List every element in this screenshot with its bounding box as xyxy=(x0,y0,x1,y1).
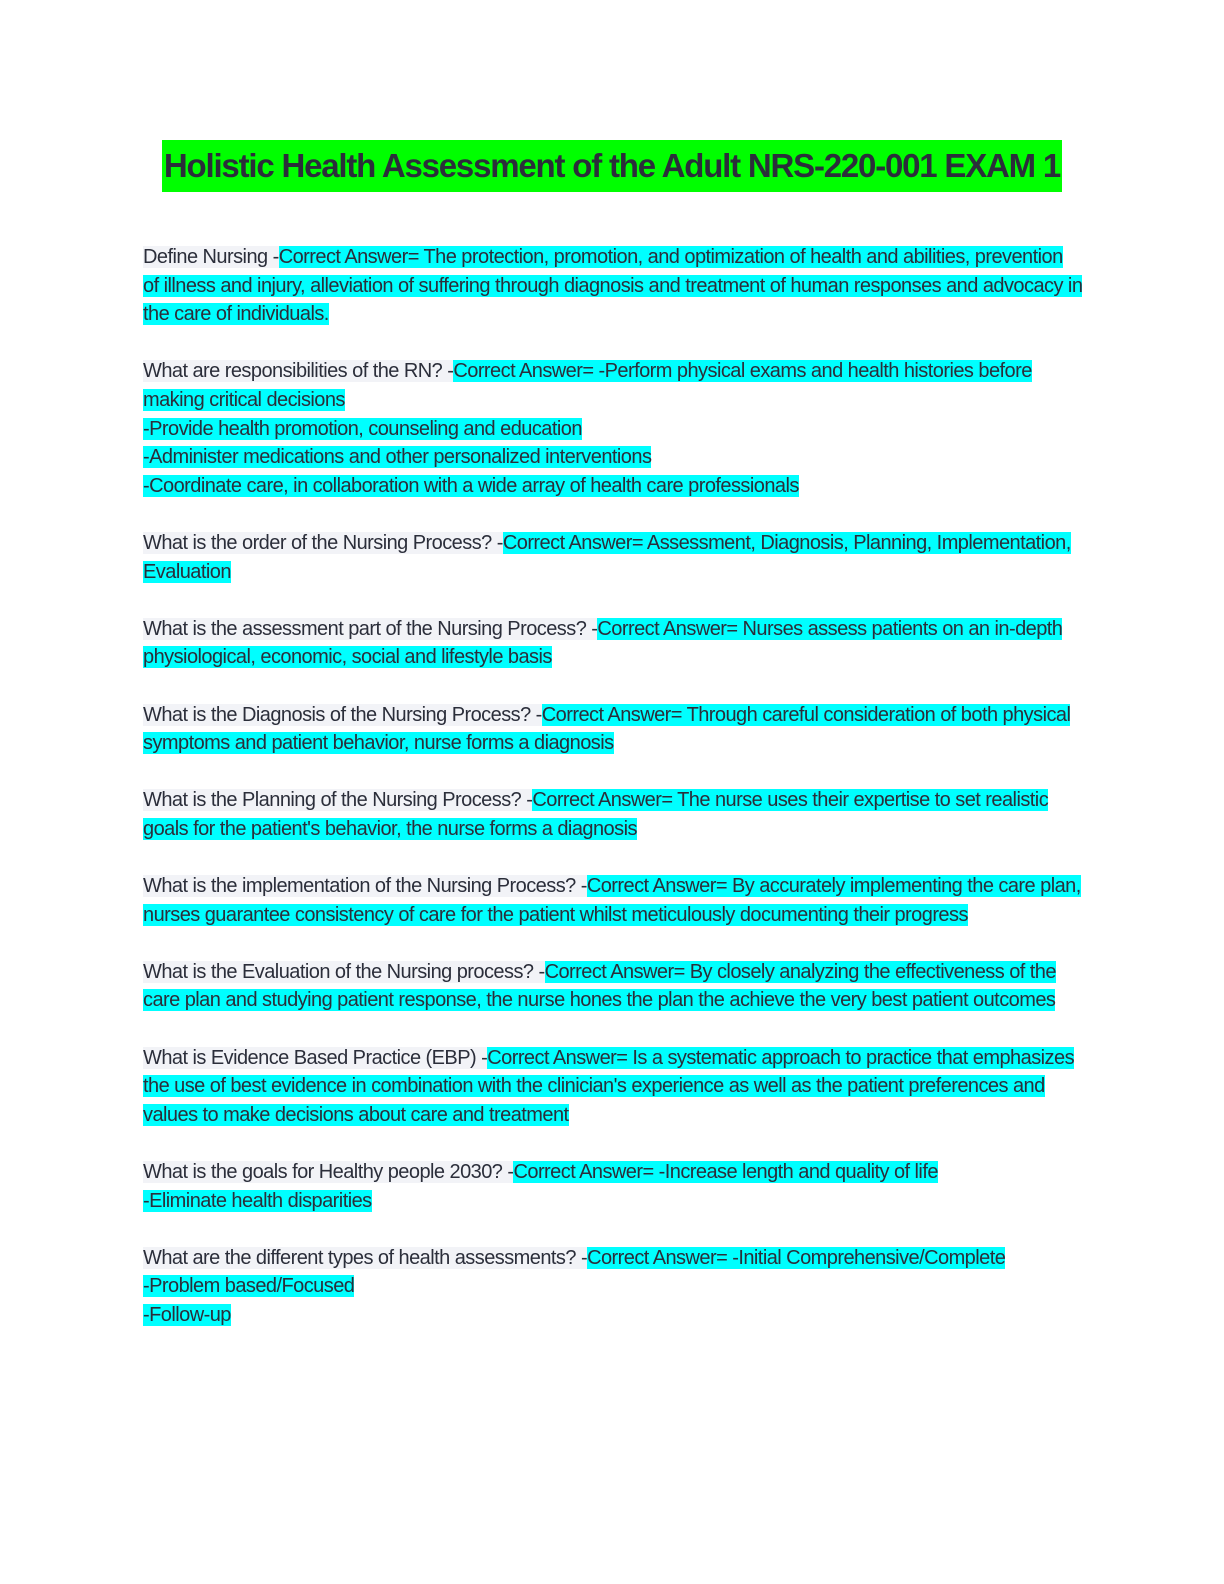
answer-text: Correct Answer= -Increase length and quality of life xyxy=(513,1161,938,1183)
qa-item xyxy=(143,1244,1083,1330)
answer-line xyxy=(143,472,1083,501)
answer-text: Correct Answer= -Initial Comprehensive/Complete xyxy=(587,1246,1006,1269)
answer-text: Correct Answer= By closely analyzing the effectiveness of the care plan and studying patient response, the nurse hones the plan the achieve the very best patient outcomes xyxy=(143,960,1056,1012)
answer-text: Correct Answer= Assessment, Diagnosis, Planning, Implementation, Evaluation xyxy=(143,531,1071,583)
question-text: What is the Planning of the Nursing Process? - xyxy=(143,789,533,812)
question-text: Define Nursing - xyxy=(143,246,279,268)
question-text: What are responsibilities of the RN? - xyxy=(143,360,454,383)
answer-line-text: -Follow-up xyxy=(143,1303,231,1326)
answer-line xyxy=(143,1301,1083,1330)
answer-line xyxy=(143,1187,1083,1216)
answer-line-text: -Problem based/Focused xyxy=(143,1275,355,1298)
answer-text: Correct Answer= The nurse uses their expertise to set realistic goals for the patient's behavior, the nurse forms a diagnosis xyxy=(143,789,1049,840)
qa-item xyxy=(143,1044,1083,1130)
question-text: What is the assessment part of the Nursing Process? - xyxy=(143,617,598,640)
answer-text: Correct Answer= By accurately implementing the care plan, nurses guarantee consistency of care for the patient whilst meticulously documenting their progress xyxy=(143,875,1081,926)
qa-item xyxy=(143,357,1083,500)
answer-line xyxy=(143,1272,1083,1301)
answer-text: Correct Answer= The protection, promotion, and optimization of health and abilities, prevention of illness and injury, alleviation of suffering through diagnosis and treatment of human responses and advocacy in the care of individuals. xyxy=(143,246,1083,326)
answer-line xyxy=(143,415,1083,444)
answer-text: Correct Answer= Is a systematic approach to practice that emphasizes the use of best evidence in combination with the clinician's experience as well as the patient preferences and values to make decisions about care and treatment xyxy=(143,1046,1075,1126)
qa-item xyxy=(143,872,1083,929)
answer-line-text: -Provide health promotion, counseling and education xyxy=(143,417,582,440)
qa-item xyxy=(143,1158,1083,1215)
answer-text: Correct Answer= Through careful consideration of both physical symptoms and patient behavior, nurse forms a diagnosis xyxy=(143,703,1071,755)
answer-text: Correct Answer= Nurses assess patients on an in-depth physiological, economic, social and lifestyle basis xyxy=(143,617,1063,669)
question-text: What is Evidence Based Practice (EBP) - xyxy=(143,1046,488,1069)
answer-text: Correct Answer= -Perform physical exams and health histories before making critical decisions xyxy=(143,360,1032,411)
qa-item xyxy=(143,243,1083,329)
answer-line xyxy=(143,443,1083,472)
question-text: What is the Diagnosis of the Nursing Process? - xyxy=(143,703,542,726)
qa-item xyxy=(143,958,1083,1015)
question-text: What is the order of the Nursing Process? - xyxy=(143,531,503,554)
answer-line-text: -Coordinate care, in collaboration with a wide array of health care professionals xyxy=(143,474,799,497)
question-text: What is the Evaluation of the Nursing process? - xyxy=(143,960,545,983)
answer-line-text: -Administer medications and other personalized interventions xyxy=(143,446,652,469)
qa-item xyxy=(143,701,1083,758)
question-text: What is the implementation of the Nursing Process? - xyxy=(143,875,587,898)
question-text: What is the goals for Healthy people 2030? - xyxy=(143,1161,514,1183)
qa-item xyxy=(143,786,1083,843)
answer-line-text: -Eliminate health disparities xyxy=(143,1189,372,1212)
qa-item xyxy=(143,615,1083,672)
title-container xyxy=(0,140,1224,192)
qa-list xyxy=(143,243,1083,1358)
qa-item xyxy=(143,529,1083,586)
page-title: Holistic Health Assessment of the Adult NRS-220-001 EXAM 1 xyxy=(162,140,1062,192)
question-text: What are the different types of health assessments? - xyxy=(143,1246,588,1269)
